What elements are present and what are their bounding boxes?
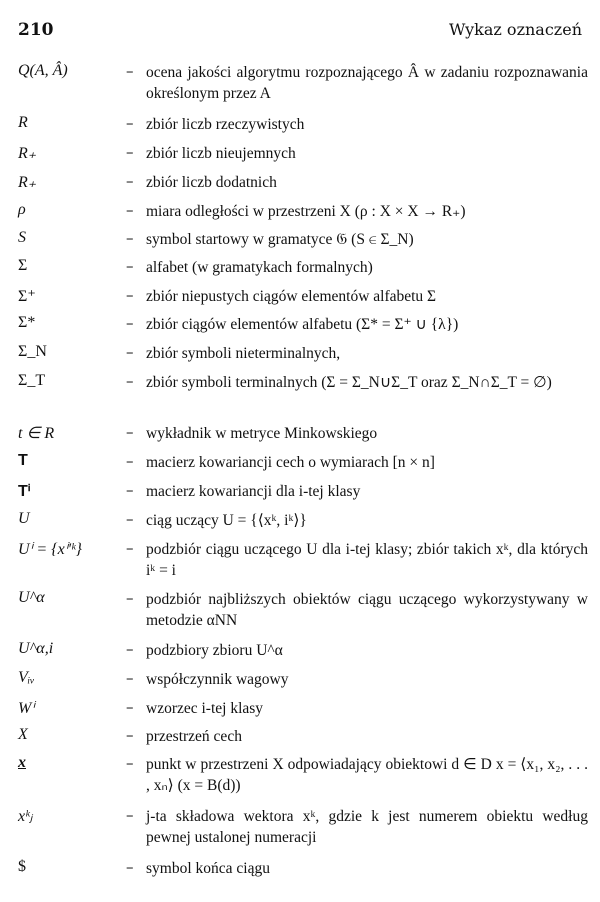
- dash: –: [126, 858, 134, 876]
- symbol: Q(A, Â): [18, 62, 68, 79]
- dash: –: [126, 640, 134, 658]
- dash: –: [126, 229, 134, 247]
- description: miara odległości w przestrzeni X (ρ : X × X → R₊): [146, 203, 466, 220]
- symbol: U: [18, 510, 30, 527]
- description: zbiór niepustych ciągów elementów alfabetu Σ: [146, 288, 437, 305]
- description: punkt w przestrzeni X odpowiadający obiektowi d ∈ D x = ⟨x₁, x₂, . . . , xₙ⟩ (x = B(d)): [146, 756, 588, 794]
- symbol: U^α: [18, 589, 45, 606]
- description: wzorzec i-tej klasy: [146, 700, 264, 717]
- symbol: Uⁱ = {xⁱ'ᵏ}: [18, 541, 82, 558]
- description: przestrzeń cech: [146, 728, 242, 745]
- dash: –: [126, 172, 134, 190]
- symbol: R: [18, 114, 28, 131]
- symbol: Σ_T: [18, 372, 46, 389]
- dash: –: [126, 754, 134, 772]
- dash: –: [126, 314, 134, 332]
- page-number: 210: [18, 20, 54, 40]
- description: zbiór ciągów elementów alfabetu (Σ* = Σ⁺ ∪ {λ}): [146, 316, 459, 333]
- symbol: Σ*: [18, 314, 36, 331]
- dash: –: [126, 423, 134, 441]
- description: symbol startowy w gramatyce 𝔊 (S ∈ Σ_N): [146, 231, 414, 248]
- dash: –: [126, 257, 134, 275]
- symbol: Σ: [18, 257, 28, 274]
- dash: –: [126, 726, 134, 744]
- symbol: U^α,i: [18, 640, 54, 657]
- symbol: xᵏⱼ: [18, 808, 33, 825]
- description: zbiór liczb rzeczywistych: [146, 116, 305, 133]
- symbol: x: [18, 754, 26, 771]
- dash: –: [126, 62, 134, 80]
- description: współczynnik wagowy: [146, 671, 289, 688]
- symbol: $: [18, 858, 26, 875]
- description: zbiór symboli nieterminalnych,: [146, 345, 341, 362]
- dash: –: [126, 510, 134, 528]
- symbol: Σ_N: [18, 343, 47, 360]
- running-title: Wykaz oznaczeń: [449, 20, 582, 39]
- description: macierz kowariancji dla i-tej klasy: [146, 483, 361, 500]
- description: j-ta składowa wektora xᵏ, gdzie k jest numerem obiektu według pewnej ustalonej numeracji: [146, 808, 588, 846]
- dash: –: [126, 114, 134, 132]
- description: alfabet (w gramatykach formalnych): [146, 259, 373, 276]
- dash: –: [126, 143, 134, 161]
- description: ciąg uczący U = {⟨xᵏ, iᵏ⟩}: [146, 512, 307, 529]
- description: ocena jakości algorytmu rozpoznającego Â w zadaniu rozpoznawania określonym przez A: [146, 64, 588, 102]
- description: podzbiór ciągu uczącego U dla i-tej klasy; zbiór takich xᵏ, dla których iᵏ = i: [146, 541, 588, 579]
- symbol: R₊: [18, 174, 37, 191]
- symbol: Tⁱ: [18, 483, 31, 500]
- dash: –: [126, 286, 134, 304]
- description: symbol końca ciągu: [146, 860, 270, 877]
- symbol: Vᵢᵥ: [18, 669, 35, 686]
- description: podzbiory zbioru U^α: [146, 642, 283, 659]
- dash: –: [126, 698, 134, 716]
- symbol: R₊: [18, 145, 37, 162]
- symbol: ρ: [18, 201, 26, 218]
- dash: –: [126, 669, 134, 687]
- dash: –: [126, 372, 134, 390]
- dash: –: [126, 343, 134, 361]
- dash: –: [126, 806, 134, 824]
- page-header: [18, 20, 582, 42]
- symbol: Wⁱ: [18, 700, 35, 717]
- dash: –: [126, 452, 134, 470]
- symbol: T: [18, 452, 28, 469]
- description: zbiór symboli terminalnych (Σ = Σ_N∪Σ_T oraz Σ_N∩Σ_T = ∅): [146, 374, 552, 391]
- symbol: X: [18, 726, 28, 743]
- symbol: Σ⁺: [18, 288, 36, 305]
- dash: –: [126, 589, 134, 607]
- description: zbiór liczb dodatnich: [146, 174, 277, 191]
- description: wykładnik w metryce Minkowskiego: [146, 425, 378, 442]
- dash: –: [126, 481, 134, 499]
- dash: –: [126, 539, 134, 557]
- description: macierz kowariancji cech o wymiarach [n × n]: [146, 454, 435, 471]
- description: podzbiór najbliższych obiektów ciągu uczącego wykorzystywany w metodzie αNN: [146, 591, 588, 629]
- dash: –: [126, 201, 134, 219]
- symbol: t ∈ R: [18, 425, 55, 442]
- description: zbiór liczb nieujemnych: [146, 145, 296, 162]
- symbol: S: [18, 229, 26, 246]
